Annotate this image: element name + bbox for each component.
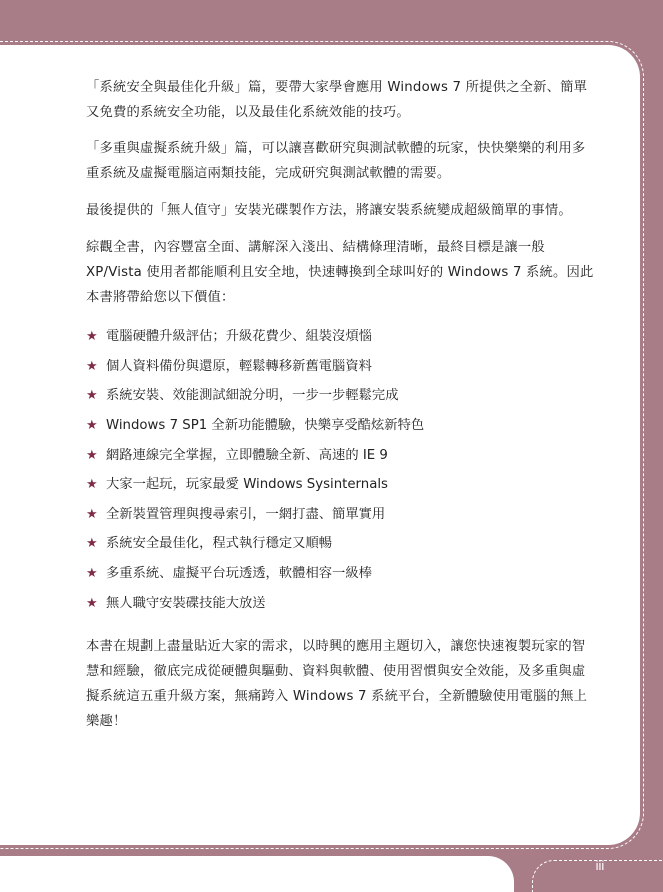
star-icon: ★: [86, 566, 98, 582]
star-icon: ★: [86, 418, 98, 434]
star-icon: ★: [86, 388, 98, 404]
paragraph-overview: 綜觀全書，內容豐富全面、講解深入淺出、結構條理清晰，最終目標是讓一般 XP/Vista 使用者都能順利且安全地，快速轉換到全球叫好的 Windows 7 系統。因此本書將帶給您以下價值：: [86, 240, 594, 305]
star-icon: ★: [86, 447, 98, 463]
list-item: ★ 系統安裝、效能測試細說分明，一步一步輕鬆完成: [86, 388, 399, 404]
list-item: ★ 網路連線完全掌握，立即體驗全新、高速的 IE 9: [86, 447, 388, 463]
list-item: ★ 電腦硬體升級評估；升級花費少、組裝沒煩惱: [86, 329, 372, 345]
list-item: ★ 無人職守安裝碟技能大放送: [86, 595, 266, 611]
paragraph-multi-system: 「多重與虛擬系統升級」篇，可以讓喜歡研究與測試軟體的玩家，快快樂樂的利用多重系統及虛擬電腦這兩類技能，完成研究與測試軟體的需要。: [86, 141, 586, 181]
paragraph-closing: 本書在規劃上盡量貼近大家的需求，以時興的應用主題切入，讓您快速複製玩家的智慧和經驗，徹底完成從硬體與驅動、資料與軟體、使用習慣與安全效能，及多重與虛擬系統這五重升級方案，無痛跨入 Windows 7 系統平台，全新體驗使用電腦的無上樂趣！: [86, 638, 588, 729]
list-item: ★ 個人資料備份與還原，輕鬆轉移新舊電腦資料: [86, 358, 372, 374]
star-icon: ★: [86, 506, 98, 522]
paragraph-unattended-install: 最後提供的「無人值守」安裝光碟製作方法，將讓安裝系統變成超級簡單的事情。: [86, 203, 572, 218]
list-item: ★ 多重系統、虛擬平台玩透透，軟體相容一級棒: [86, 566, 372, 582]
page-number: iii: [595, 858, 605, 873]
list-item: ★ 系統安全最佳化，程式執行穩定又順暢: [86, 536, 333, 552]
star-icon: ★: [86, 329, 98, 345]
footer-tab-left: [0, 856, 514, 892]
star-icon: ★: [86, 358, 98, 374]
star-icon: ★: [86, 477, 98, 493]
list-item: ★ Windows 7 SP1 全新功能體驗，快樂享受酷炫新特色: [86, 418, 425, 434]
page-content: [86, 75, 594, 746]
star-icon: ★: [86, 536, 98, 552]
value-list: [86, 322, 594, 618]
paragraph-system-security: 「系統安全與最佳化升級」篇，要帶大家學會應用 Windows 7 所提供之全新、簡單又免費的系統安全功能，以及最佳化系統效能的技巧。: [86, 80, 588, 120]
star-icon: ★: [86, 595, 98, 611]
list-item: ★ 大家一起玩，玩家最愛 Windows Sysinternals: [86, 477, 388, 493]
list-item: ★ 全新裝置管理與搜尋索引，一網打盡、簡單實用: [86, 506, 386, 522]
